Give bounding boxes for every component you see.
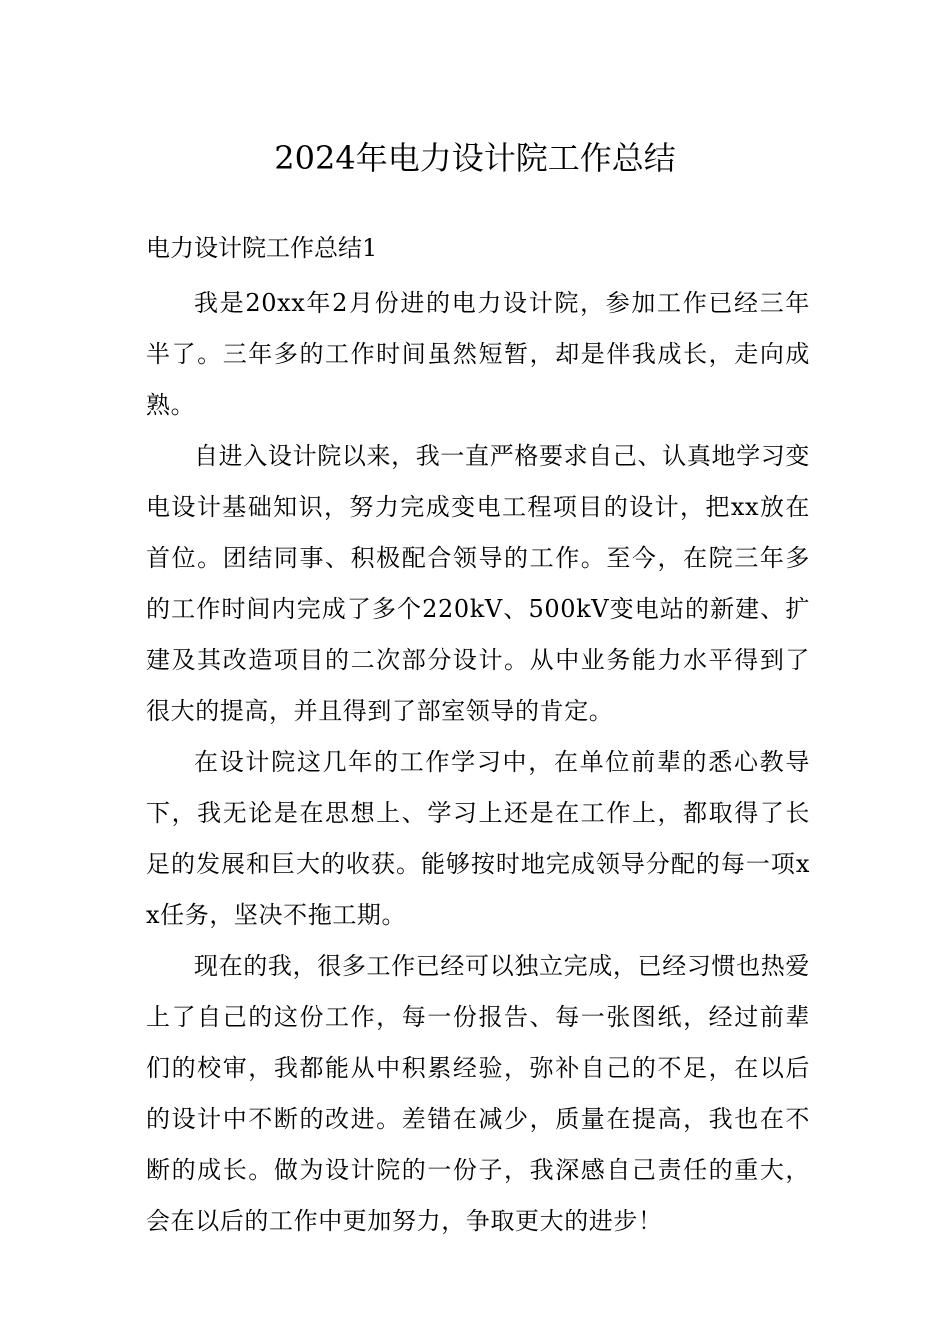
section-heading: 电力设计院工作总结1 — [146, 234, 378, 262]
document-body — [146, 278, 810, 1247]
document-title: 2024年电力设计院工作总结 — [274, 139, 676, 177]
paragraph-1: 我是20xx年2月份进的电力设计院，参加工作已经三年半了。三年多的工作时间虽然短暂，却是伴我成长，走向成熟。 — [146, 289, 810, 419]
paragraph-2: 自进入设计院以来，我一直严格要求自己、认真地学习变电设计基础知识，努力完成变电工程项目的设计，把xx放在首位。团结同事、积极配合领导的工作。至今，在院三年多的工作时间内完成了多个220kV、500kV变电站的新建、扩建及其改造项目的二次部分设计。从中业务能力水平得到了很大的提高，并且得到了部室领导的肯定。 — [146, 442, 810, 725]
paragraph-3: 在设计院这几年的工作学习中，在单位前辈的悉心教导下，我无论是在思想上、学习上还是在工作上，都取得了长足的发展和巨大的收获。能够按时地完成领导分配的每一项xx任务，坚决不拖工期。 — [146, 748, 810, 929]
paragraph-4: 现在的我，很多工作已经可以独立完成，已经习惯也热爱上了自己的这份工作，每一份报告、每一张图纸，经过前辈们的校审，我都能从中积累经验，弥补自己的不足，在以后的设计中不断的改进。差错在减少，质量在提高，我也在不断的成长。做为设计院的一份子，我深感自己责任的重大，会在以后的工作中更加努力，争取更大的进步！ — [146, 952, 810, 1235]
